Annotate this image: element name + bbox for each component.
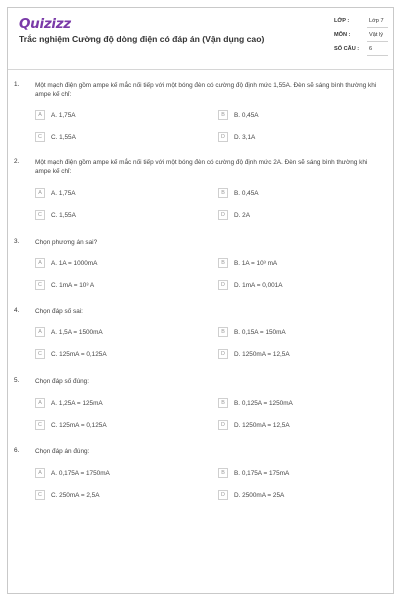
page-title: Trắc nghiệm Cường độ dòng điện có đáp án (Vận dụng cao) — [19, 34, 265, 44]
option-letter-box: B — [218, 188, 228, 198]
option-letter-box: B — [218, 327, 228, 337]
option-text: A. 1,5A = 1500mA — [51, 328, 103, 336]
option-text: D. 3,1A — [234, 133, 256, 141]
option-text: B. 0,175A = 175mA — [234, 469, 290, 477]
option-letter-box: D — [218, 132, 228, 142]
meta-class-label: LỚP : — [334, 18, 350, 24]
option-letter-box: A — [35, 110, 45, 120]
option-letter-box: A — [35, 398, 45, 408]
question-number: 3. — [14, 238, 20, 245]
meta-subject-label: MÔN : — [334, 32, 351, 38]
option-text: B. 0,125A = 1250mA — [234, 399, 293, 407]
option-text: D. 2A — [234, 211, 250, 219]
option-text: B. 0,45A — [234, 189, 259, 197]
option-letter-box: D — [218, 280, 228, 290]
question-number: 1. — [14, 81, 20, 88]
option-text: C. 125mA = 0,125A — [51, 350, 107, 358]
option-text: D. 2500mA = 25A — [234, 491, 285, 499]
option-text: B. 0,15A = 150mA — [234, 328, 286, 336]
option-text: B. 1A = 10³ mA — [234, 259, 278, 267]
question-text: Một mạch điện gồm ampe kế mắc nối tiếp với một bóng đèn có cường độ định mức 1,55A. Đèn sẽ sáng bình thường khi ampe kế chỉ: — [35, 82, 377, 99]
option-letter-box: B — [218, 398, 228, 408]
option-text: D. 1mA = 0,001A — [234, 281, 283, 289]
option-letter-box: D — [218, 420, 228, 430]
meta-count-value: 6 — [369, 46, 373, 52]
question-number: 6. — [14, 447, 20, 454]
meta-question-count — [334, 44, 390, 56]
option-letter-box: C — [35, 210, 45, 220]
meta-subject — [334, 30, 390, 42]
option-text: D. 1250mA = 12,5A — [234, 350, 290, 358]
worksheet-page — [7, 7, 394, 594]
meta-subject-underline — [367, 41, 388, 42]
question-text: Chọn đáp án đúng: — [35, 448, 90, 455]
question-text: Một mạch điện gồm ampe kế mắc nối tiếp với một bóng đèn có cường độ định mức 2A. Đèn sẽ sáng bình thường khi ampe kế chỉ: — [35, 159, 368, 176]
option-letter-box: A — [35, 258, 45, 268]
option-letter-box: C — [35, 490, 45, 500]
meta-count-underline — [367, 55, 388, 56]
question-text: Chọn đáp số sai: — [35, 308, 83, 315]
option-text: B. 0,45A — [234, 111, 259, 119]
option-text: A. 1,75A — [51, 189, 76, 197]
meta-class — [334, 16, 390, 28]
option-text: C. 250mA = 2,5A — [51, 491, 100, 499]
option-text: D. 1250mA = 12,5A — [234, 421, 290, 429]
question-number: 4. — [14, 307, 20, 314]
meta-subject-value: Vật lý — [369, 32, 383, 38]
question-text: Chọn phương án sai? — [35, 239, 98, 246]
option-text: C. 1,55A — [51, 133, 76, 141]
option-letter-box: D — [218, 210, 228, 220]
option-letter-box: D — [218, 349, 228, 359]
option-text: C. 1,55A — [51, 211, 76, 219]
option-letter-box: A — [35, 188, 45, 198]
option-letter-box: A — [35, 327, 45, 337]
meta-count-label: SỐ CÂU : — [334, 46, 360, 52]
option-text: A. 1A = 1000mA — [51, 259, 98, 267]
question-number: 2. — [14, 158, 20, 165]
option-text: A. 1,25A = 125mA — [51, 399, 103, 407]
option-text: C. 125mA = 0,125A — [51, 421, 107, 429]
option-letter-box: B — [218, 110, 228, 120]
meta-class-value: Lớp 7 — [369, 18, 384, 24]
meta-class-underline — [367, 27, 388, 28]
option-text: C. 1mA = 10³ A — [51, 281, 95, 289]
option-text: A. 0,175A = 1750mA — [51, 469, 110, 477]
option-letter-box: C — [35, 132, 45, 142]
question-text: Chọn đáp số đúng: — [35, 378, 90, 385]
question-number: 5. — [14, 377, 20, 384]
option-letter-box: C — [35, 420, 45, 430]
quizizz-logo: Quizizz — [19, 16, 71, 32]
option-letter-box: A — [35, 468, 45, 478]
option-letter-box: C — [35, 349, 45, 359]
option-letter-box: C — [35, 280, 45, 290]
option-letter-box: B — [218, 468, 228, 478]
option-letter-box: D — [218, 490, 228, 500]
header-divider — [8, 69, 393, 70]
option-text: A. 1,75A — [51, 111, 76, 119]
option-letter-box: B — [218, 258, 228, 268]
